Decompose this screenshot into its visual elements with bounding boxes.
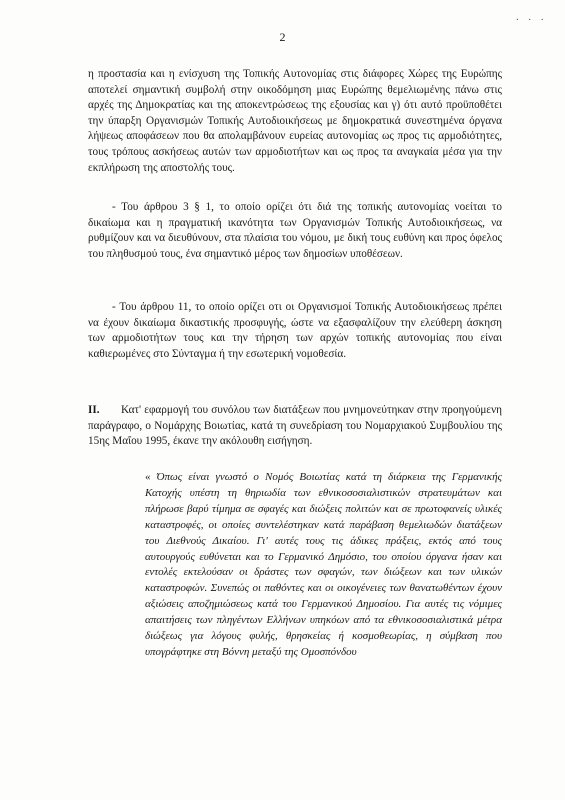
quoted-proposal xyxy=(145,470,502,661)
section-ii-text: Κατ' εφαρμογή του συνόλου των διατάξεων που μνημονεύτηκαν στην προηγούμενη παράγραφο, ο Νομάρχης Βοιωτίας, κατά τη συνεδρίαση του Νομαρχιακού Συμβουλίου της 15ης Μαΐου 1995, έκανε την ακόλουθη εισήγηση. xyxy=(88,404,502,448)
page-number: 2 xyxy=(279,30,286,44)
paragraph-article-3: - Του άρθρου 3 § 1, το οποίο ορίζει ότι διά της τοπικής αυτονομίας νοείται το δικαίωμα και η πραγματική ικανότητα των Οργανισμών Τοπικής Αυτοδιοικήσεως, να ρυθμίζουν και να διευθύνουν, στα πλαίσια του νόμου, με δική τους ευθύνη και προς όφελος του πληθυσμού τους, ένα σημαντικό μέρος των δημοσίων υποθέσεων. xyxy=(88,201,502,260)
quote-text: Όπως είναι γνωστό ο Νομός Βοιωτίας κατά τη διάρκεια της Γερμανικής Κατοχής υπέστη τη θηριωδία των εθνικοσοσιαλιστικών στρατευμάτων και πλήρωσε βαρύ τίμημα σε σφαγές και διώξεις πολιτών και σε πρωτοφανείς υλικές καταστροφές, οι οποίες συντελέστηκαν κατά παράβαση θεμελιωδών διατάξεων του Διεθνούς Δικαίου. Γι' αυτές τους τις άδικες πράξεις, εκτός από τους αυτουργούς ευθύνεται και το Γερμανικό Δημόσιο, του οποίου όργανα ήσαν και εντολές εκτελούσαν οι δράστες των σφαγών, των διώξεων και των υλικών καταστροφών. Συνεπώς οι παθόντες και οι οικογένειες των θανατωθέντων έχουν αξιώσεις αποζημιώσεως κατά του Γερμανικού Δημοσίου. Για αυτές τις νόμιμες απαιτήσεις των πληγέντων Ελλήνων υπηκόων από τα εθνικοσοσιαλιστικά μέτρα διώξεως για λόγους φυλής, θρησκείας ή κοσμοθεωρίας, η σύμβαση που υπογράφτηκε στη Βόννη μεταξύ της Ομοσπόνδου xyxy=(145,471,503,658)
section-ii-paragraph xyxy=(88,403,502,450)
paragraph-continuation: η προστασία και η ενίσχυση της Τοπικής Αυτονομίας στις διάφορες Χώρες της Ευρώπης αποτελεί σημαντική συμβολή στην οικοδόμηση μιας Ευρώπης θεμελιωμένης πάνω στις αρχές της Δημοκρατίας και της αποκεντρώσεως της εξουσίας και γ) ότι αυτό προϋποθέτει την ύπαρξη Οργανισμών Τοπικής Αυτοδιοικήσεως με δημοκρατικά συνεστημένα όργανα λήψεως αποφάσεων που θα απολαμβάνουν ευρείας αυτονομίας ως προς τις αρμοδιότητες, τους τρόπους ασκήσεως αυτών των αρμοδιοτήτων και ως προς τα αναγκαία μέσα για την εκπλήρωση της αποστολής τους. xyxy=(88,68,502,174)
paragraph-article-11: - Του άρθρου 11, το οποίο ορίζει οτι οι Οργανισμοί Τοπικής Αυτοδιοικήσεως πρέπει να έχουν δικαίωμα δικαστικής προσφυγής, ώστε να εξασφαλίζουν την ελεύθερη άσκηση των αρμοδιοτήτων τους και την τήρηση των αρχών τοπικής αυτονομίας που είναι καθιερωμένες στο Σύνταγμα ή την εσωτερική νομοθεσία. xyxy=(88,301,502,360)
quote-open-mark: « xyxy=(145,471,157,483)
section-number: II. xyxy=(88,404,100,416)
corner-mark: · · · xyxy=(515,14,547,26)
